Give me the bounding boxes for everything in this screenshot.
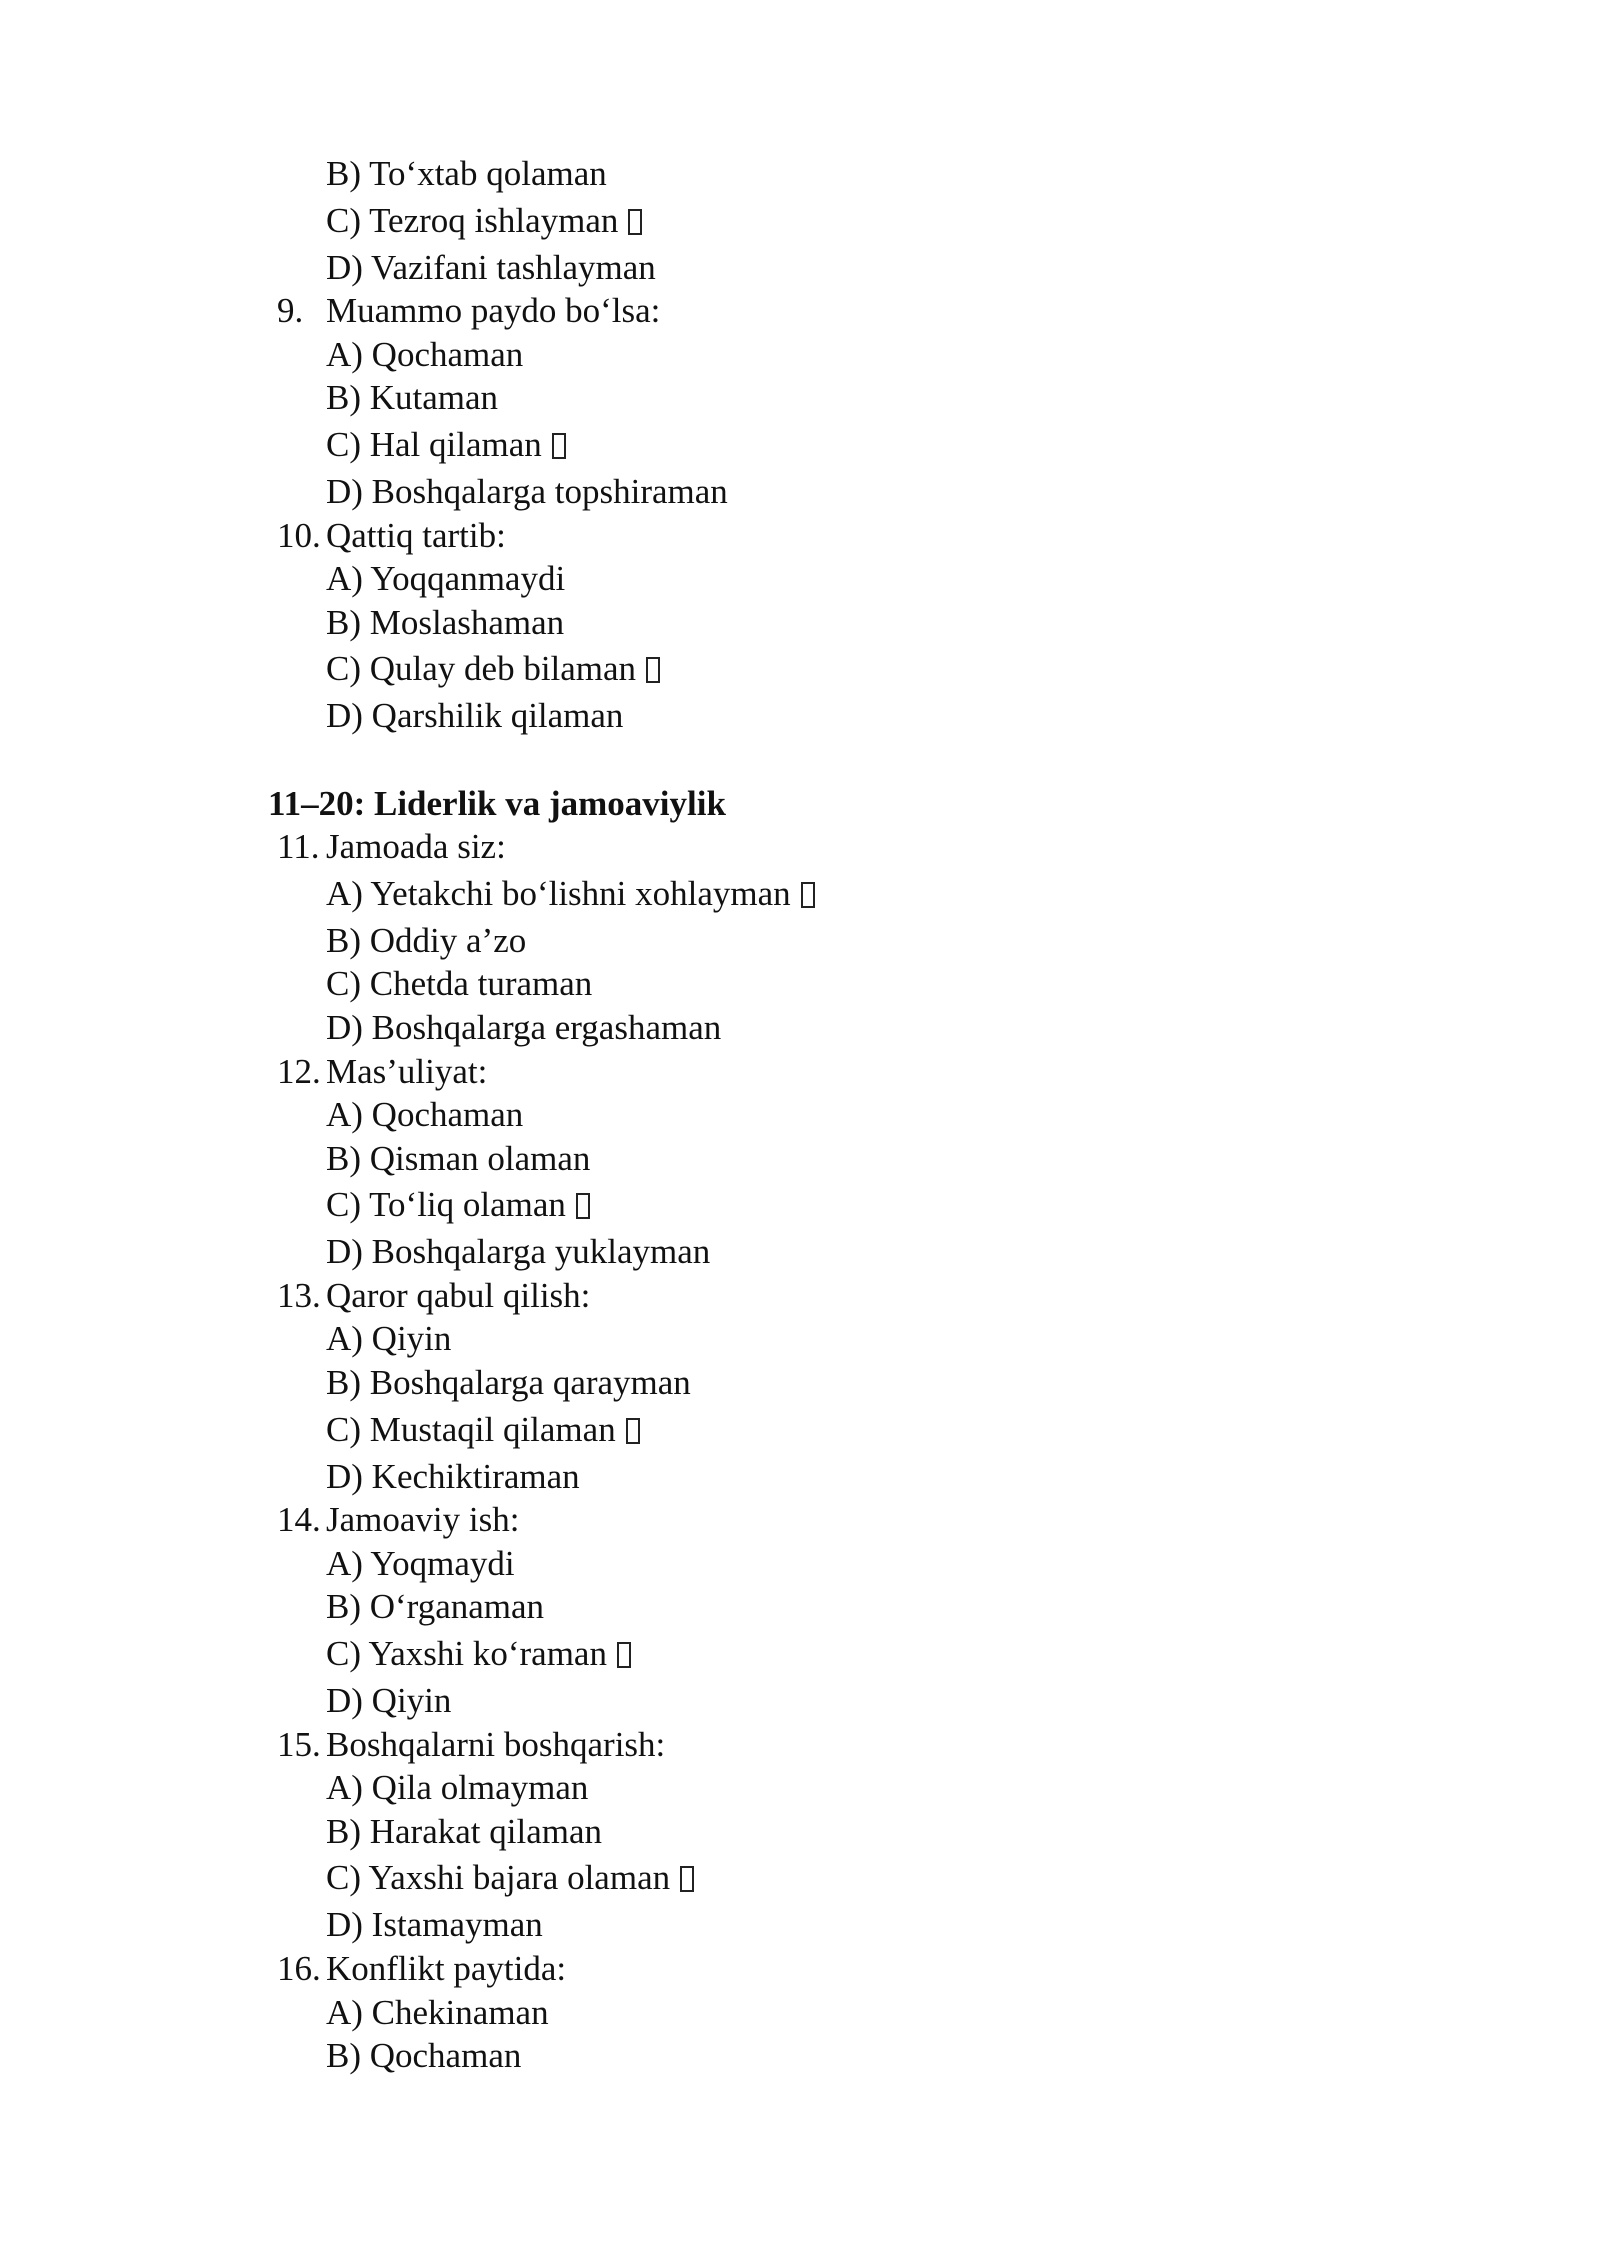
answer-option — [0, 1585, 1600, 1629]
answer-option — [0, 919, 1600, 963]
answer-option-text: D) Boshqalarga topshiraman — [326, 471, 728, 511]
question-text: Boshqalarni boshqarish: — [326, 1724, 666, 1764]
answer-option — [0, 1853, 1600, 1903]
answer-option — [0, 376, 1600, 420]
answer-option — [0, 1405, 1600, 1455]
answer-option — [0, 1180, 1600, 1230]
selected-answer-box-icon — [576, 1193, 590, 1219]
question-text: Jamoaviy ish: — [326, 1500, 520, 1540]
selected-answer-box-icon — [680, 1866, 694, 1892]
answer-option — [0, 1361, 1600, 1405]
selected-answer-box-icon — [628, 209, 642, 235]
question-number: 16. — [277, 1949, 321, 1988]
answer-option-text: A) Yoqqanmaydi — [326, 559, 566, 599]
answer-option — [0, 1093, 1600, 1137]
answer-option-text: A) Qila olmayman — [326, 1768, 589, 1808]
answer-option-text: B) Oddiy a’zo — [326, 920, 527, 960]
answer-option — [0, 420, 1600, 470]
question-number: 9. — [277, 291, 304, 331]
answer-option-text: C) Yaxshi bajara olaman — [326, 1858, 671, 1898]
answer-option-text: A) Qochaman — [326, 1095, 524, 1135]
answer-option-text: A) Qochaman — [326, 334, 524, 374]
answer-option — [0, 333, 1600, 377]
question-text: Qattiq tartib: — [326, 515, 506, 555]
selected-answer-box-icon — [626, 1418, 640, 1444]
answer-option — [0, 2034, 1600, 2078]
answer-option-text: B) Qisman olaman — [326, 1138, 591, 1178]
answer-option-text: D) Istamayman — [326, 1905, 543, 1945]
question-line — [0, 1498, 1600, 1542]
selected-answer-box-icon — [552, 433, 566, 459]
question-line — [0, 1274, 1600, 1318]
answer-option-text: D) Vazifani tashlayman — [326, 247, 656, 287]
answer-option — [0, 470, 1600, 514]
answer-option — [0, 1810, 1600, 1854]
question-line — [0, 1723, 1600, 1767]
answer-option — [0, 601, 1600, 645]
answer-option — [0, 1766, 1600, 1810]
answer-option-text: C) To‘liq olaman — [326, 1185, 566, 1225]
answer-option-text: C) Tezroq ishlayman — [326, 200, 619, 240]
questionnaire-body — [0, 152, 1600, 2078]
answer-option-text: A) Yetakchi bo‘lishni xohlayman — [326, 873, 791, 913]
answer-option — [0, 962, 1600, 1006]
answer-option-text: D) Boshqalarga yuklayman — [326, 1232, 711, 1272]
answer-option-text: C) Chetda turaman — [326, 964, 593, 1004]
question-number: 15. — [277, 1724, 321, 1764]
answer-option-text: D) Boshqalarga ergashaman — [326, 1007, 722, 1047]
question-text: Jamoada siz: — [326, 827, 506, 867]
question-line — [0, 1050, 1600, 1094]
answer-option-text: B) Moslashaman — [326, 602, 565, 642]
answer-option-text: D) Qiyin — [326, 1681, 452, 1721]
answer-option-text: C) Yaxshi ko‘raman — [326, 1634, 607, 1674]
answer-option — [0, 1991, 1600, 2035]
answer-option — [0, 246, 1600, 290]
question-line — [0, 514, 1600, 558]
answer-option — [0, 869, 1600, 919]
question-text: Qaror qabul qilish: — [326, 1275, 591, 1315]
answer-option — [0, 1230, 1600, 1274]
question-number: 11. — [277, 827, 320, 867]
question-text: Konflikt paytida: — [326, 1949, 567, 1988]
answer-option-text: B) Qochaman — [326, 2036, 522, 2076]
answer-option — [0, 694, 1600, 738]
question-line — [0, 1947, 1600, 1991]
selected-answer-box-icon — [646, 657, 660, 683]
question-number: 13. — [277, 1275, 321, 1315]
answer-option-text: B) To‘xtab qolaman — [326, 154, 607, 193]
answer-option-text: D) Kechiktiraman — [326, 1456, 580, 1496]
answer-option — [0, 1137, 1600, 1181]
answer-option — [0, 1903, 1600, 1947]
answer-option-text: A) Yoqmaydi — [326, 1543, 515, 1583]
answer-option — [0, 1679, 1600, 1723]
question-line — [0, 289, 1600, 333]
question-text: Muammo paydo bo‘lsa: — [326, 291, 661, 331]
section-spacer — [0, 738, 1600, 782]
selected-answer-box-icon — [617, 1642, 631, 1668]
answer-option — [0, 196, 1600, 246]
answer-option-text: B) Boshqalarga qarayman — [326, 1363, 691, 1403]
answer-option-text: B) O‘rganaman — [326, 1587, 545, 1627]
answer-option — [0, 1629, 1600, 1679]
answer-option — [0, 557, 1600, 601]
answer-option — [0, 644, 1600, 694]
answer-option-text: C) Qulay deb bilaman — [326, 649, 637, 689]
answer-option-text: B) Harakat qilaman — [326, 1811, 603, 1851]
selected-answer-box-icon — [801, 882, 815, 908]
answer-option — [0, 1317, 1600, 1361]
answer-option-text: D) Qarshilik qilaman — [326, 696, 624, 736]
answer-option-text: C) Hal qilaman — [326, 424, 542, 464]
question-line — [0, 825, 1600, 869]
answer-option-text: C) Mustaqil qilaman — [326, 1409, 616, 1449]
question-number: 10. — [277, 515, 321, 555]
answer-option — [0, 1542, 1600, 1586]
question-number: 12. — [277, 1051, 321, 1091]
question-text: Mas’uliyat: — [326, 1051, 488, 1091]
answer-option — [0, 152, 1600, 196]
answer-option-text: A) Qiyin — [326, 1319, 452, 1359]
question-number: 14. — [277, 1500, 321, 1540]
answer-option-text: B) Kutaman — [326, 378, 499, 418]
section-heading: 11–20: Liderlik va jamoaviylik — [268, 783, 726, 823]
answer-option — [0, 1006, 1600, 1050]
answer-option — [0, 1455, 1600, 1499]
answer-option-text: A) Chekinaman — [326, 1992, 549, 2032]
